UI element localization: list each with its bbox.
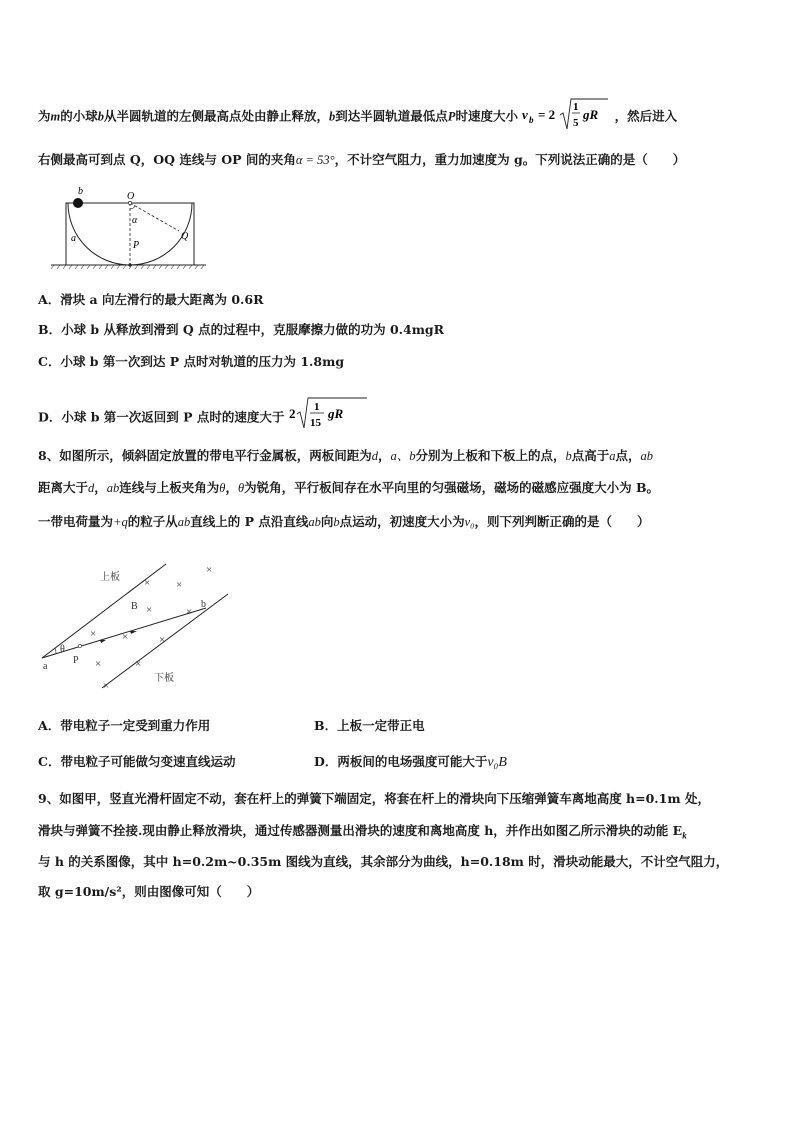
fig7-label-P: P	[133, 240, 140, 251]
svg-text:×: ×	[186, 606, 193, 618]
svg-text:×: ×	[159, 634, 166, 646]
q7-option-c: C．小球 b 第一次到达 P 点时对轨道的压力为 1.8mg	[38, 354, 345, 369]
fig7-label-alpha: α	[132, 215, 138, 226]
q7-option-d: D．小球 b 第一次返回到 P 点时的速度大于 2 1 15 gR	[38, 398, 369, 438]
q9-line-2: 滑块与弹簧不拴接.现由静止释放滑块，通过传感器测量出滑块的速度和离地高度 h，并作出如图乙所示滑块的动能 $E_k$	[38, 823, 687, 841]
fig7-label-b: b	[78, 186, 83, 197]
svg-text:gR: gR	[583, 107, 599, 122]
svg-text:= 2: = 2	[538, 107, 556, 122]
svg-text:1: 1	[313, 401, 320, 413]
vb-formula	[522, 95, 610, 135]
svg-text:×: ×	[135, 658, 142, 670]
q7-option-a: A．滑块 a 向左滑行的最大距离为 0.6R	[38, 292, 264, 307]
q9-line-1: 9、如图甲，竖直光滑杆固定不动，套在杆上的弹簧下端固定，将套在杆上的滑块向下压缩弹簧车离地高度 h=0.1m 处，	[38, 791, 710, 806]
fig8-label-lower: 下板	[154, 673, 174, 684]
svg-text:2: 2	[288, 406, 296, 421]
svg-text:×: ×	[95, 658, 102, 670]
q9-line-3: 与 h 的关系图像，其中 h=0.2m~0.35m 图线为直线，其余部分为曲线，h=0.18m 时，滑块动能最大，不计空气阻力，	[38, 854, 729, 869]
svg-text:×: ×	[176, 579, 183, 591]
q7-semicircle-figure	[48, 183, 208, 273]
svg-text:15: 15	[309, 417, 321, 429]
q7-line-2: 右侧最高可到点 Q，OQ 连线与 OP 间的夹角α = 53°，不计空气阻力，重力加速度为 g。下列说法正确的是（ ）	[38, 152, 686, 167]
q8-line-1: 8、如图所示，倾斜固定放置的带电平行金属板，两板间距为d，a、b分别为上板和下板上的点，b点高于a点，ab	[38, 448, 654, 463]
fig8-label-theta: θ	[60, 644, 65, 655]
fig8-label-upper: 上板	[100, 572, 120, 583]
svg-text:×: ×	[146, 604, 153, 616]
fig7-label-a: a	[71, 233, 76, 244]
svg-text:×: ×	[206, 564, 213, 576]
fig8-label-P: P	[73, 655, 79, 666]
fig8-label-b: b	[201, 599, 206, 610]
svg-text:gR: gR	[327, 406, 343, 421]
fig8-label-B: B	[131, 601, 138, 612]
q8-option-b: B．上板一定带正电	[314, 718, 425, 733]
q8-line-3: 一带电荷量为+q的粒子从ab直线上的 P 点沿直线ab向b点运动，初速度大小为v₀，则下列判断正确的是（ ）	[38, 514, 650, 529]
fig8-label-a: a	[43, 661, 48, 672]
svg-text:×: ×	[90, 628, 97, 640]
svg-text:b: b	[529, 115, 534, 125]
q9-line-4: 取 g=10m/s²，则由图像可知（ ）	[38, 884, 260, 899]
magnetic-field-crosses	[90, 564, 212, 692]
svg-text:5: 5	[573, 117, 579, 129]
q7-line-1: 为m的小球b从半圆轨道的左侧最高点处由静止释放，b到达半圆轨道最低点P时速度大小 v b = 2 1 5 gR ，然后进入	[38, 97, 677, 137]
q8-line-2: 距离大于d，ab连线与上板夹角为θ，θ为锐角，平行板间存在水平向里的匀强磁场，磁场的磁感应强度大小为 B。	[38, 480, 660, 495]
q8-option-d: D．两板间的电场强度可能大于v₀B	[314, 754, 507, 770]
svg-text:v: v	[522, 107, 529, 122]
svg-text:×: ×	[144, 577, 151, 589]
svg-text:×: ×	[103, 680, 110, 692]
fig7-label-O: O	[127, 191, 135, 202]
svg-text:×: ×	[122, 631, 129, 643]
svg-text:1: 1	[573, 101, 579, 113]
q8-plates-figure	[40, 560, 240, 700]
q8-option-c: C．带电粒子可能做匀变速直线运动	[38, 754, 236, 769]
q8-option-a: A．带电粒子一定受到重力作用	[38, 718, 211, 733]
fig7-label-Q: Q	[181, 231, 189, 242]
q7-option-b: B．小球 b 从释放到滑到 Q 点的过程中，克服摩擦力做的功为 0.4mgR	[38, 322, 445, 337]
option-d-formula	[289, 396, 369, 436]
